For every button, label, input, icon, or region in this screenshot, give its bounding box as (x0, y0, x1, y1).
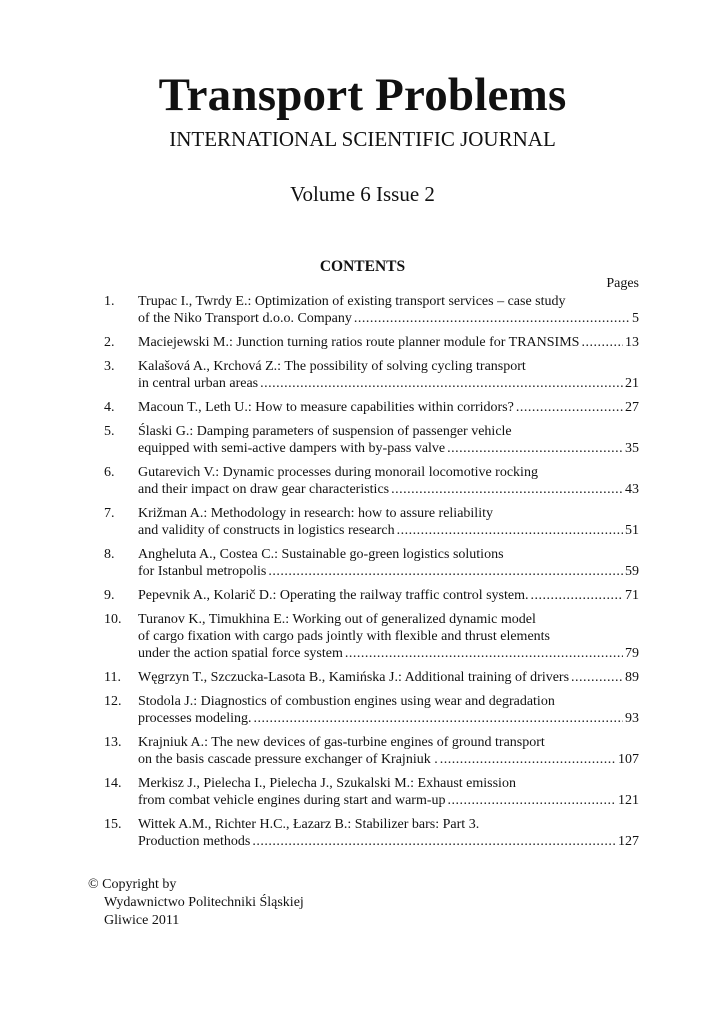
toc-entry-final-line (138, 751, 639, 768)
toc-entry (104, 734, 639, 768)
toc-entry-page-number: 71 (625, 588, 639, 603)
toc-entry-line: Stodola J.: Diagnostics of combustion engines using wear and degradation (138, 694, 555, 709)
toc-entry-number: 7. (104, 506, 115, 521)
toc-entry-final-line (138, 587, 639, 604)
toc-entry-text: and their impact on draw gear characteristics (138, 482, 390, 497)
toc-entry-line: Wittek A.M., Richter H.C., Łazarz B.: Stabilizer bars: Part 3. (138, 817, 480, 832)
toc-entry-number: 14. (104, 776, 122, 791)
toc-entry-final-line (138, 645, 639, 662)
contents-heading: CONTENTS (319, 258, 406, 275)
dot-leader (581, 334, 623, 351)
toc-entry-number: 3. (104, 359, 115, 374)
copyright-line: © Copyright by (88, 877, 177, 892)
copyright-block (88, 876, 304, 930)
journal-subtitle: INTERNATIONAL SCIENTIFIC JOURNAL (169, 127, 556, 151)
toc-entry-number: 5. (104, 424, 115, 439)
dot-leader (354, 310, 630, 327)
dot-leader (516, 399, 623, 416)
toc-entry-line: Turanov K., Timukhina E.: Working out of generalized dynamic model (138, 612, 536, 627)
toc-entry-final-line (138, 833, 639, 850)
publisher-place-year: Gliwice 2011 (104, 913, 180, 928)
toc-entry (104, 358, 639, 392)
toc-entry-page-number: 51 (625, 523, 639, 538)
toc-entry (104, 505, 639, 539)
toc-entry-number: 1. (104, 294, 115, 309)
toc-entry (104, 423, 639, 457)
toc-entry-line: Ślaski G.: Damping parameters of suspension of passenger vehicle (138, 424, 512, 439)
toc-entry-number: 13. (104, 735, 122, 750)
toc-entry (104, 293, 639, 327)
toc-entry-page-number: 21 (625, 376, 639, 391)
toc-entry-text: Maciejewski M.: Junction turning ratios route planner module for TRANSIMS (138, 335, 580, 350)
dot-leader (252, 833, 616, 850)
toc-entry-number: 10. (104, 612, 122, 627)
toc-entry-text: under the action spatial force system (138, 646, 343, 661)
toc-entry-page-number: 59 (625, 564, 639, 579)
toc-entry-final-line (138, 522, 639, 539)
dot-leader (530, 587, 623, 604)
toc-entry-text: Pepevnik A., Kolarič D.: Operating the railway traffic control system. (138, 588, 529, 603)
toc-entry-text: equipped with semi-active dampers with by-pass valve (138, 441, 446, 456)
toc-entry-final-line (138, 440, 639, 457)
toc-entry (104, 669, 639, 686)
toc-entry-final-line (138, 481, 639, 498)
toc-entry (104, 693, 639, 727)
dot-leader (448, 792, 616, 809)
toc-entry-number: 15. (104, 817, 122, 832)
dot-leader (268, 563, 623, 580)
dot-leader (440, 751, 616, 768)
toc-entry-text: Macoun T., Leth U.: How to measure capabilities within corridors? (138, 400, 514, 415)
toc-entry-number: 4. (104, 400, 115, 415)
toc-entry-number: 8. (104, 547, 115, 562)
toc-entry-final-line (138, 563, 639, 580)
toc-entry-number: 2. (104, 335, 115, 350)
toc-entry-final-line (138, 710, 639, 727)
toc-entry-number: 6. (104, 465, 115, 480)
toc-entry (104, 399, 639, 416)
toc-entry-final-line (138, 310, 639, 327)
toc-entry-text: Production methods (138, 834, 251, 849)
journal-title: Transport Problems (158, 69, 567, 121)
publisher-name: Wydawnictwo Politechniki Śląskiej (104, 895, 304, 910)
toc-entry-text: from combat vehicle engines during start and warm-up (138, 793, 446, 808)
toc-entry-text: processes modeling. (138, 711, 252, 726)
toc-entry-page-number: 35 (625, 441, 639, 456)
toc-entry-line: Krajniuk A.: The new devices of gas-turbine engines of ground transport (138, 735, 545, 750)
toc-entry-page-number: 13 (625, 335, 639, 350)
toc-entry-final-line (138, 669, 639, 686)
pages-label: Pages (606, 276, 639, 291)
table-of-contents (104, 293, 639, 857)
toc-entry-final-line (138, 334, 639, 351)
dot-leader (391, 481, 623, 498)
toc-entry-line: Gutarevich V.: Dynamic processes during monorail locomotive rocking (138, 465, 538, 480)
toc-entry-line: Kalašová A., Krchová Z.: The possibility of solving cycling transport (138, 359, 526, 374)
toc-entry-page-number: 93 (625, 711, 639, 726)
toc-entry (104, 334, 639, 351)
toc-entry-line: Merkisz J., Pielecha I., Pielecha J., Szukalski M.: Exhaust emission (138, 776, 516, 791)
toc-entry-line: Angheluta A., Costea C.: Sustainable go-green logistics solutions (138, 547, 504, 562)
toc-entry-page-number: 89 (625, 670, 639, 685)
toc-entry-page-number: 127 (618, 834, 639, 849)
toc-entry-text: of the Niko Transport d.o.o. Company (138, 311, 352, 326)
toc-entry (104, 816, 639, 850)
toc-entry (104, 775, 639, 809)
toc-entry (104, 464, 639, 498)
journal-volume: Volume 6 Issue 2 (290, 182, 435, 206)
toc-entry-text: and validity of constructs in logistics research (138, 523, 395, 538)
toc-entry-page-number: 5 (632, 311, 639, 326)
dot-leader (254, 710, 623, 727)
toc-entry-page-number: 121 (618, 793, 639, 808)
toc-entry-number: 9. (104, 588, 115, 603)
toc-entry-line: Trupac I., Twrdy E.: Optimization of existing transport services – case study (138, 294, 566, 309)
toc-entry-line: of cargo fixation with cargo pads jointly with flexible and thrust elements (138, 629, 551, 644)
toc-entry-page-number: 79 (625, 646, 639, 661)
toc-entry-text: for Istanbul metropolis (138, 564, 267, 579)
toc-entry-final-line (138, 375, 639, 392)
dot-leader (571, 669, 623, 686)
dot-leader (345, 645, 623, 662)
toc-entry-number: 12. (104, 694, 122, 709)
toc-entry-text: in central urban areas (138, 376, 259, 391)
dot-leader (260, 375, 623, 392)
toc-entry-line: Križman A.: Methodology in research: how to assure reliability (138, 506, 493, 521)
toc-entry-page-number: 43 (625, 482, 639, 497)
toc-entry-final-line (138, 792, 639, 809)
toc-entry (104, 611, 639, 662)
toc-entry-page-number: 107 (618, 752, 639, 767)
toc-entry-text: on the basis cascade pressure exchanger of Krajniuk . (138, 752, 438, 767)
dot-leader (447, 440, 623, 457)
toc-entry-text: Węgrzyn T., Szczucka-Lasota B., Kamińska J.: Additional training of drivers (138, 670, 570, 685)
toc-entry (104, 587, 639, 604)
toc-entry-number: 11. (104, 670, 121, 685)
toc-entry (104, 546, 639, 580)
dot-leader (397, 522, 623, 539)
toc-entry-final-line (138, 399, 639, 416)
toc-entry-page-number: 27 (625, 400, 639, 415)
